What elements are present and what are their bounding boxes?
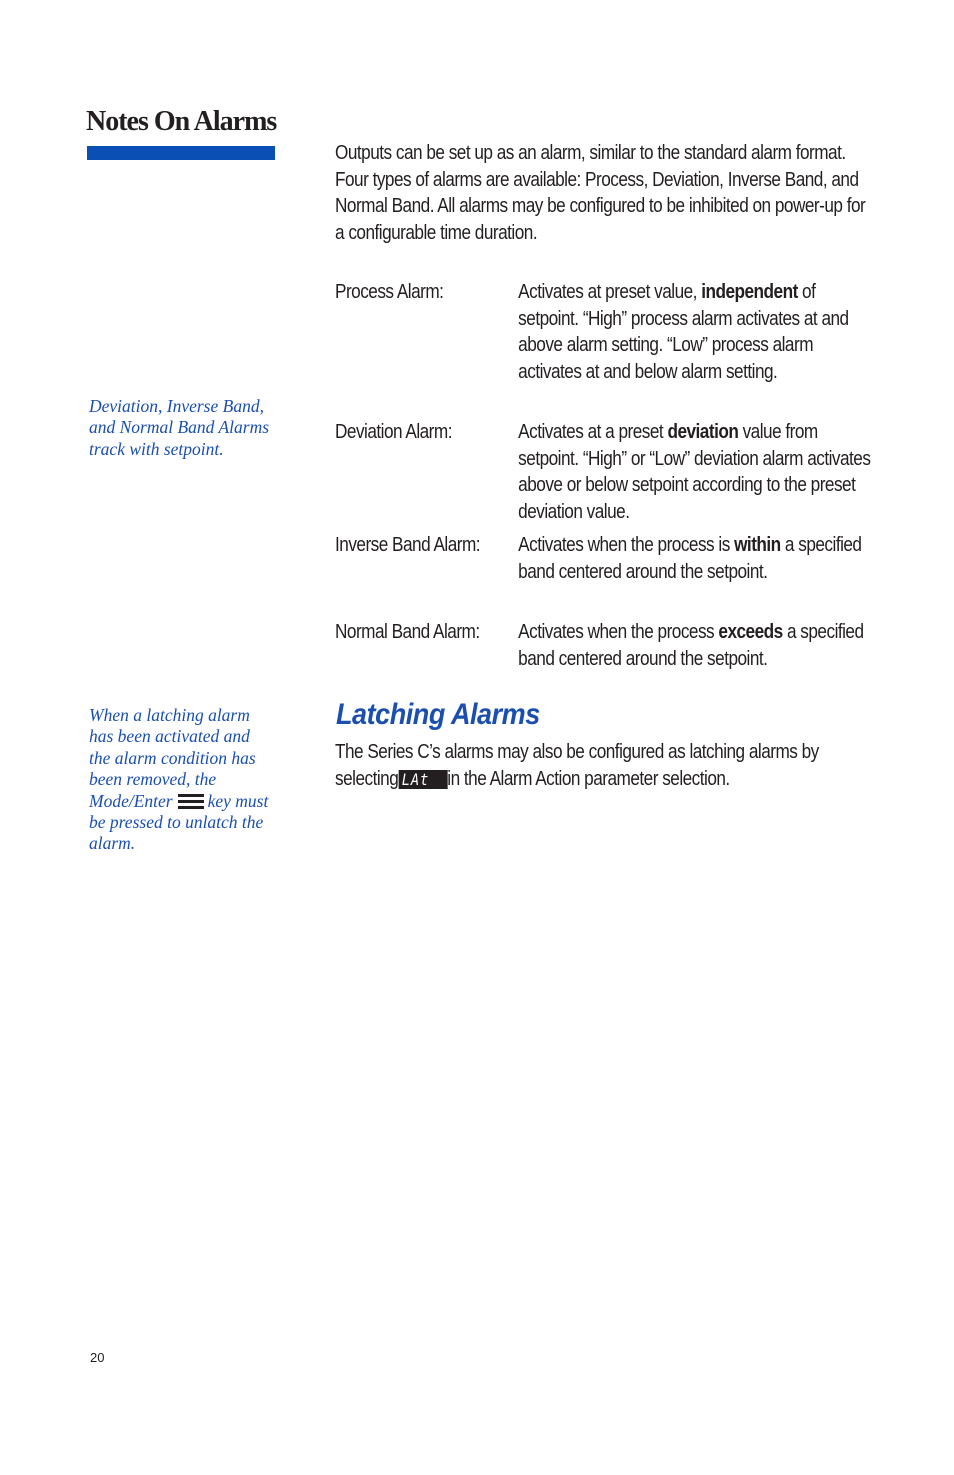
latching-paragraph [335,739,868,792]
alarm-description-text: Activates at preset value, [518,281,697,303]
alarm-description [518,619,871,672]
side-note-latching-text-end: key must be pressed to unlatch the alarm. [89,790,269,854]
page-number: 20 [90,1350,105,1365]
alarm-label: Process Alarm: [335,281,444,303]
title-underline-bar [87,146,275,160]
alarm-description-text: a specified band centered around the setpoint. [518,621,864,670]
alarm-description-text: a specified band centered around the setpoint. [518,534,862,583]
alarm-label: Inverse Band Alarm: [335,534,481,556]
mode-enter-key-icon [178,794,204,809]
alarm-description [518,279,871,385]
page-title: Notes On Alarms [86,106,277,137]
side-note-tracking: Deviation, Inverse Band, and Normal Band Alarms track with setpoint. [89,396,270,459]
latching-text-end: in the Alarm Action parameter selection. [447,767,730,790]
lcd-display-value: LAt [398,770,447,789]
intro-paragraph: Outputs can be set up as an alarm, similar to the standard alarm format. Four types of alarms are available: Process, Deviation, Inverse Band, and Normal Band. All alarms may be configured to be inhibited on power-up for a configurable time duration. [335,142,866,244]
side-note-latching-text-start: When a latching alarm has been activated and the alarm condition has been removed, the Mode/Enter [89,705,256,811]
alarm-label: Normal Band Alarm: [335,621,480,643]
latching-alarms-heading: Latching Alarms [336,698,540,731]
alarm-description-text: value from setpoint. “High” or “Low” deviation alarm activates above or below setpoint according to the preset deviation value. [518,421,871,523]
alarm-description [518,532,871,585]
alarm-description-text: of setpoint. “High” process alarm activates at and above alarm setting. “Low” process alarm activates at and below alarm setting. [518,281,849,383]
alarm-description-text: Activates at a preset [518,421,664,443]
latching-text-start: The Series C’s alarms may also be configured as latching alarms by selecting [335,741,819,790]
alarm-description-text: Activates when the process [518,621,715,643]
alarm-description-emphasis: deviation [667,421,739,443]
alarm-description-emphasis: within [734,534,781,556]
alarm-description-emphasis: independent [701,281,798,303]
alarm-label: Deviation Alarm: [335,421,452,443]
alarm-description [518,419,871,525]
alarm-description-emphasis: exceeds [718,621,783,643]
alarm-description-text: Activates when the process is [518,534,730,556]
side-note-latching [89,705,275,855]
